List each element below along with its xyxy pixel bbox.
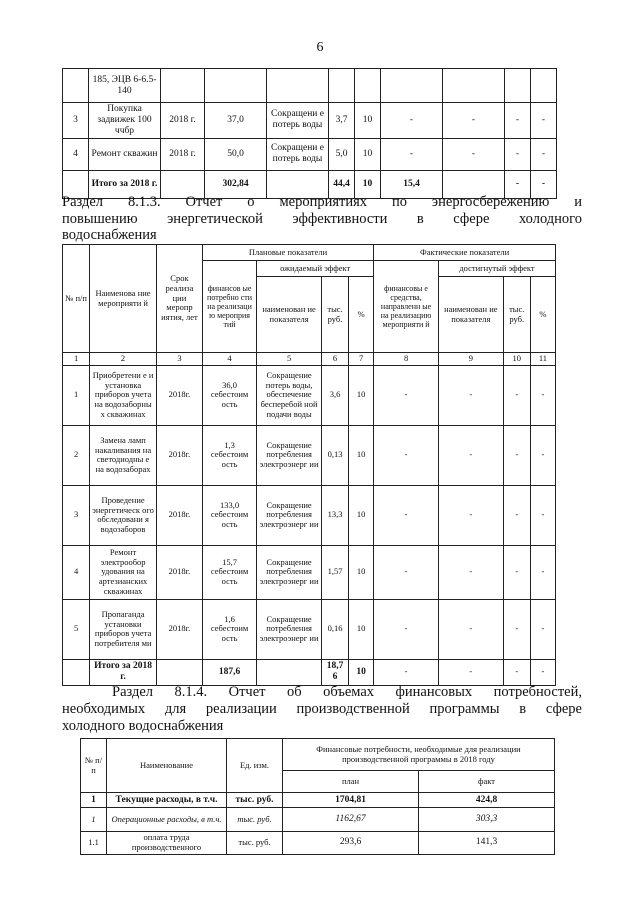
cell: 293,6 <box>283 832 419 855</box>
cell: - <box>503 599 530 659</box>
cell: - <box>503 659 530 685</box>
heading-line: холодного водоснабжения <box>62 717 224 734</box>
header-plan: план <box>283 771 419 793</box>
cell: 2018 г. <box>161 138 205 170</box>
cell: Ремонт электрообор удования на артезианских скважинах <box>90 545 157 599</box>
cell: Приобретени е и установка приборов учета на водозаборны х скважинах <box>90 365 157 425</box>
cell: Пропаганда установки приборов учета потребителя ми <box>90 599 157 659</box>
cell: 36,0 себестоим ость <box>202 365 256 425</box>
cell: 424,8 <box>419 793 555 808</box>
cell: 10 <box>349 365 374 425</box>
cell: Проведение энергетическ ого обследовани я водозаборов <box>90 485 157 545</box>
col-number: 5 <box>257 353 322 366</box>
section-8-1-4-heading <box>112 684 582 701</box>
column-numbers-row <box>63 353 556 366</box>
table-row <box>63 138 557 170</box>
cell: тыс. руб. <box>227 832 283 855</box>
cell: 2018г. <box>156 599 202 659</box>
cell: Сокращени е потерь воды <box>267 138 329 170</box>
col-number: 2 <box>90 353 157 366</box>
cell: 10 <box>355 138 381 170</box>
cell: - <box>530 659 555 685</box>
table-row <box>81 808 555 832</box>
header-no: № п/п <box>81 739 107 793</box>
header-name: Наименование <box>107 739 227 793</box>
cell: 5,0 <box>329 138 355 170</box>
header-needs: Финансовые потребности, необходимые для реализации производственной программы в 2018 году <box>283 739 555 771</box>
cell: 2018г. <box>156 425 202 485</box>
cell: 2018г. <box>156 365 202 425</box>
header-plan: Плановые показатели <box>202 245 373 261</box>
cell <box>355 69 381 103</box>
cell: 141,3 <box>419 832 555 855</box>
cell: - <box>503 425 530 485</box>
cell: 1 <box>81 793 107 808</box>
cell: - <box>438 545 503 599</box>
cell: тыс. руб. <box>227 793 283 808</box>
header-fact-eff-name: наименован ие показателя <box>438 277 503 353</box>
col-number: 7 <box>349 353 374 366</box>
cell: 302,84 <box>205 170 267 198</box>
cell: Сокращение потребления электроэнерг ии <box>257 425 322 485</box>
header-expected: ожидаемый эффект <box>257 261 374 277</box>
cell: Операционные расходы, в т.ч. <box>107 808 227 832</box>
section-8-1-4-heading-cont <box>62 701 582 734</box>
header-thous: тыс. руб. <box>321 277 348 353</box>
cell: - <box>505 138 531 170</box>
cell: 10 <box>349 485 374 545</box>
header-fact-thous: тыс. руб. <box>503 277 530 353</box>
cell: 1 <box>63 365 90 425</box>
table-continuation <box>62 68 557 199</box>
header-pct: % <box>349 277 374 353</box>
cell <box>443 69 505 103</box>
cell: 1162,67 <box>283 808 419 832</box>
header-no: № п/п <box>63 245 90 353</box>
cell: 44,4 <box>329 170 355 198</box>
cell <box>156 659 202 685</box>
cell: 10 <box>349 599 374 659</box>
cell: Сокращение потребления электроэнерг ии <box>257 485 322 545</box>
cell: оплата труда производственного <box>107 832 227 855</box>
col-number: 1 <box>63 353 90 366</box>
col-number: 10 <box>503 353 530 366</box>
cell: 10 <box>355 103 381 139</box>
cell: 18,7 6 <box>321 659 348 685</box>
cell: 2018г. <box>156 545 202 599</box>
page-number: 6 <box>316 40 324 55</box>
header-row <box>63 245 556 261</box>
cell: 185, ЭЦВ 6-6.5-140 <box>89 69 161 103</box>
table-row <box>63 365 556 425</box>
cell: 1,57 <box>321 545 348 599</box>
cell <box>63 659 90 685</box>
cell: 4 <box>63 545 90 599</box>
cell: 15,4 <box>381 170 443 198</box>
cell: - <box>530 485 555 545</box>
heading-line: необходимых для реализации производственной программы в сфере <box>62 701 582 717</box>
cell: - <box>381 138 443 170</box>
cell: - <box>438 425 503 485</box>
cell <box>161 69 205 103</box>
header-term: Срок реализа ции меропр иятия, лет <box>156 245 202 353</box>
cell: 10 <box>349 545 374 599</box>
header-fact: факт <box>419 771 555 793</box>
cell: - <box>503 545 530 599</box>
cell: 4 <box>63 138 89 170</box>
cell: - <box>374 545 439 599</box>
cell: 3,7 <box>329 103 355 139</box>
heading-line: Раздел 8.1.3. Отчет о мероприятиях по энергосбережению и <box>62 194 582 210</box>
cell: 1.1 <box>81 832 107 855</box>
cell: Сокращени е потерь воды <box>267 103 329 139</box>
cell: 303,3 <box>419 808 555 832</box>
cell: - <box>374 485 439 545</box>
heading-line: Раздел 8.1.4. Отчет об объемах финансовых потребностей, <box>112 684 582 700</box>
cell: 133,0 себестоим ость <box>202 485 256 545</box>
cell <box>257 659 322 685</box>
cell: 2018 г. <box>161 103 205 139</box>
cell: 187,6 <box>202 659 256 685</box>
cell: Итого за 2018 г. <box>90 659 157 685</box>
cell: - <box>443 103 505 139</box>
cell: тыс. руб. <box>227 808 283 832</box>
cell: 50,0 <box>205 138 267 170</box>
table-row <box>81 793 555 808</box>
cell: - <box>531 138 557 170</box>
table-row <box>63 425 556 485</box>
cell: - <box>374 599 439 659</box>
col-number: 8 <box>374 353 439 366</box>
cell: Итого за 2018 г. <box>89 170 161 198</box>
cell <box>505 69 531 103</box>
table-row <box>63 69 557 103</box>
cell: - <box>530 599 555 659</box>
header-row <box>81 739 555 771</box>
header-fact-pct: % <box>530 277 555 353</box>
table-row <box>63 545 556 599</box>
cell <box>531 69 557 103</box>
cell: 13,3 <box>321 485 348 545</box>
cell: - <box>438 485 503 545</box>
cell: 3 <box>63 485 90 545</box>
cell: 15,7 себестоим ость <box>202 545 256 599</box>
cell: 1,6 себестоим ость <box>202 599 256 659</box>
cell: Замена ламп накаливания на светодиодны е на водозаборах <box>90 425 157 485</box>
cell: 0,13 <box>321 425 348 485</box>
cell: 1,3 себестоим ость <box>202 425 256 485</box>
cell: - <box>374 425 439 485</box>
cell: 10 <box>355 170 381 198</box>
cell: 3 <box>63 103 89 139</box>
energy-saving-table <box>62 244 556 686</box>
col-number: 4 <box>202 353 256 366</box>
cell: Покупка задвижек 100 ччбр <box>89 103 161 139</box>
cell: - <box>438 365 503 425</box>
cell: 5 <box>63 599 90 659</box>
col-number: 11 <box>530 353 555 366</box>
cell: - <box>530 545 555 599</box>
cell: - <box>505 103 531 139</box>
header-name: Наименова ние мероприяти й <box>90 245 157 353</box>
cell: 37,0 <box>205 103 267 139</box>
cell: - <box>374 659 439 685</box>
cell: 2018г. <box>156 485 202 545</box>
header-unit: Ед. изм. <box>227 739 283 793</box>
cell <box>381 69 443 103</box>
cell: Текущие расходы, в т.ч. <box>107 793 227 808</box>
cell: - <box>530 425 555 485</box>
header-fact: Фактические показатели <box>374 245 556 261</box>
table-row <box>81 832 555 855</box>
section-8-1-3-heading <box>62 194 582 244</box>
col-number: 6 <box>321 353 348 366</box>
cell: - <box>505 170 531 198</box>
table-row <box>63 485 556 545</box>
cell: - <box>503 485 530 545</box>
cell: - <box>531 103 557 139</box>
table-row <box>63 103 557 139</box>
cell: 1704,81 <box>283 793 419 808</box>
cell: 2 <box>63 425 90 485</box>
cell: Сокращение потерь воды, обеспечение бесперебой ной подачи воды <box>257 365 322 425</box>
cell <box>63 69 89 103</box>
cell: - <box>438 599 503 659</box>
header-eff-name: наименован ие показателя <box>257 277 322 353</box>
header-plan-fin: финансов ые потребно сти на реализаци ю мероприя тий <box>202 261 256 353</box>
cell: 1 <box>81 808 107 832</box>
table-row <box>63 599 556 659</box>
cell <box>267 69 329 103</box>
cell: 0,16 <box>321 599 348 659</box>
table-row-total <box>63 659 556 685</box>
cell: 3,6 <box>321 365 348 425</box>
cell: Ремонт скважин <box>89 138 161 170</box>
header-fact-fin: финансовы е средства, направленн ые на реализацию мероприяти й <box>374 261 439 353</box>
financial-needs-table <box>80 738 555 855</box>
cell: - <box>443 138 505 170</box>
cell: 10 <box>349 425 374 485</box>
col-number: 9 <box>438 353 503 366</box>
cell: 10 <box>349 659 374 685</box>
cell <box>329 69 355 103</box>
col-number: 3 <box>156 353 202 366</box>
cell <box>205 69 267 103</box>
cell: - <box>374 365 439 425</box>
cell: Сокращение потребления электроэнерг ии <box>257 545 322 599</box>
cell: Сокращение потребления электроэнерг ии <box>257 599 322 659</box>
cell: - <box>438 659 503 685</box>
cell: - <box>381 103 443 139</box>
header-achieved: достигнутый эффект <box>438 261 555 277</box>
heading-line: водоснабжения <box>62 227 157 244</box>
heading-line: повышению энергетической эффективности в сфере холодного <box>62 210 582 227</box>
cell: - <box>503 365 530 425</box>
cell: - <box>531 170 557 198</box>
cell: - <box>530 365 555 425</box>
